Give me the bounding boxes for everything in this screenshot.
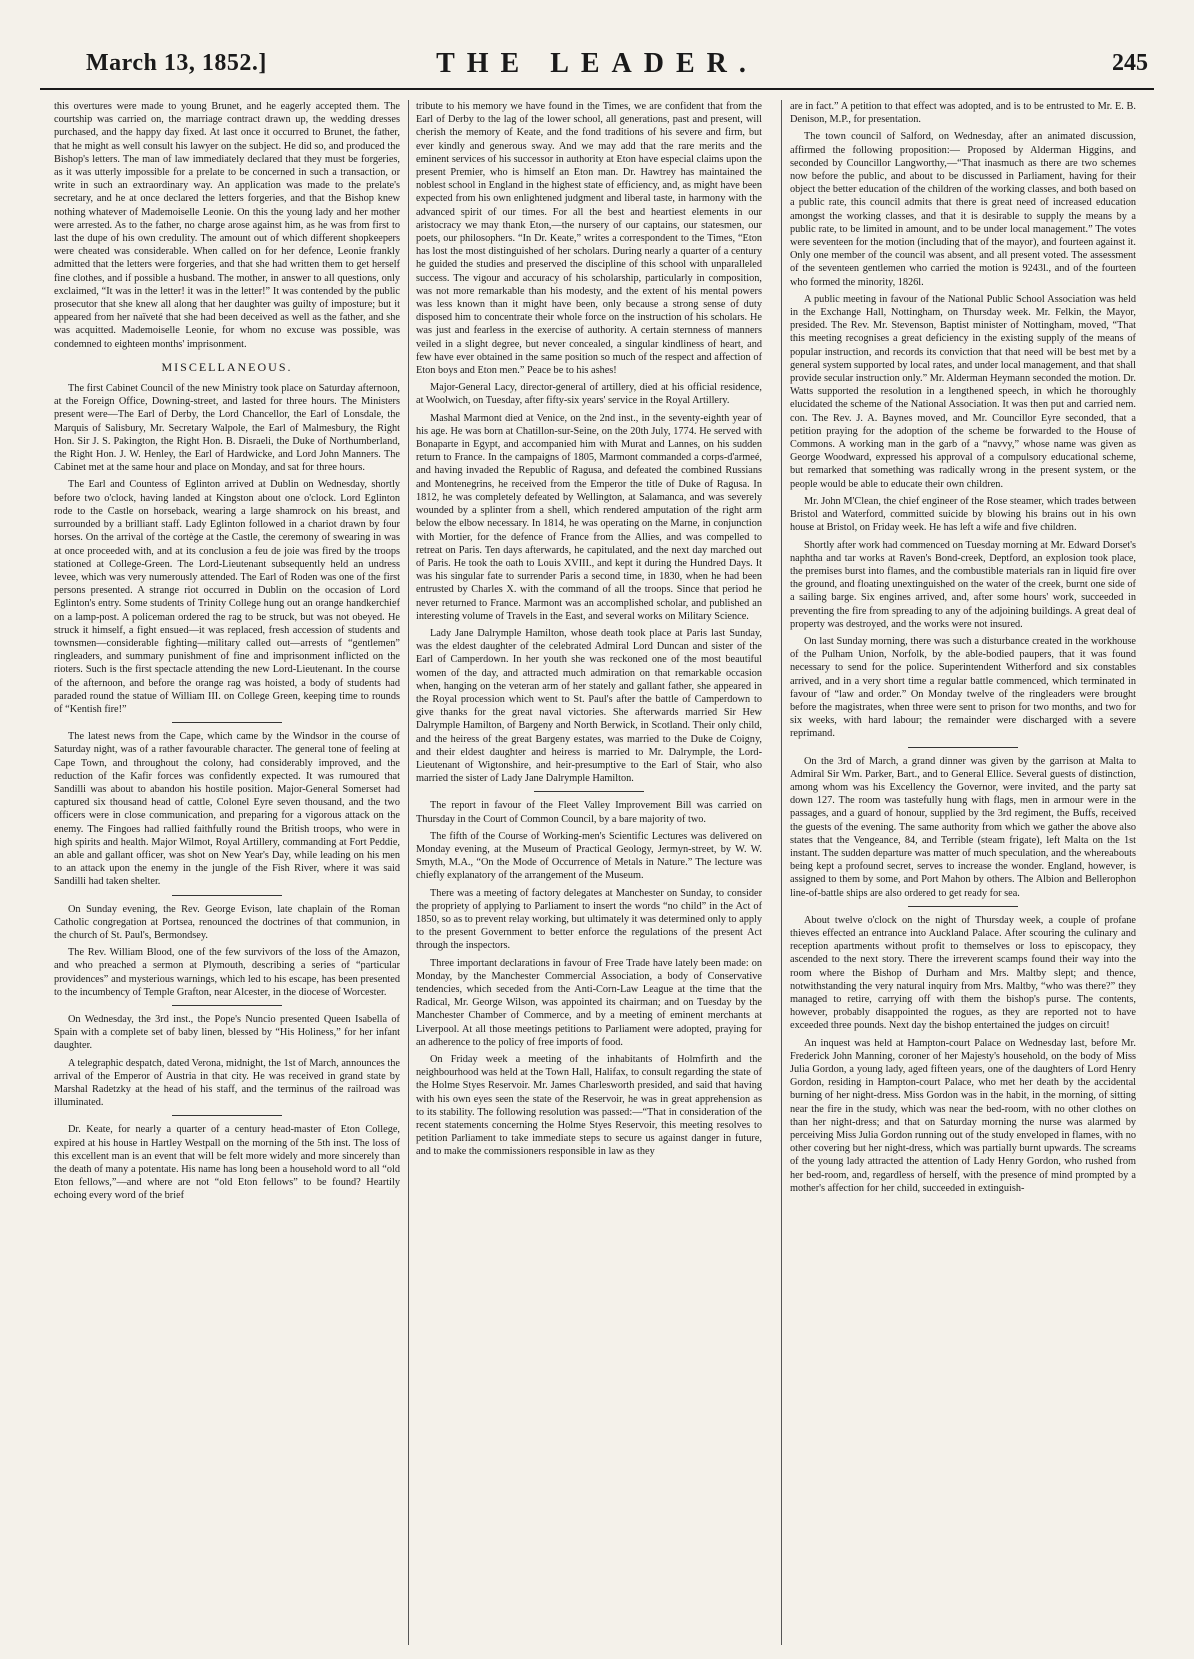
article-paragraph: On the 3rd of March, a grand dinner was given by the garrison at Malta to Admiral Sir Wm. Parker, Bart., and to General Ellice. Several guests of distinction, among whom was his Excellency the Governor, were invited, and the party sat down 127. The room was tastefully hung with flags, men in armour were in the passages, and a guard of honour, supplied by the 3rd regiment, the Buffs, received the guests of the evening. The same authority from which we gather the above also states that the Vengeance, 84, and Terrible (steam frigate), left Malta on the 1st instant. The sudden departure was matter of much speculation, and the whereabouts being kept a profound secret, serves to increase the wonder. England, however, is assigned to them by some, and Port Mahon by others. The Albion and Bellerophon line-of-battle ships are also ordered to get ready for sea. (790, 755, 1136, 899)
article-paragraph: There was a meeting of factory delegates at Manchester on Sunday, to consider the propriety of applying to Parliament to insert the words “no child” in the Act of 1850, so as to prevent relay working, but ultimately it was determined only to apply to the present Government to better enforce the regulations of the present Act through the inspectors. (416, 887, 762, 952)
article-paragraph: are in fact.” A petition to that effect was adopted, and is to be entrusted to Mr. E. B. Denison, M.P., for presentation. (790, 101, 1136, 126)
article-paragraph: The report in favour of the Fleet Valley Improvement Bill was carried on Thursday in the Court of Common Council, by a bare majority of two. (416, 800, 762, 825)
article-paragraph: A telegraphic despatch, dated Verona, midnight, the 1st of March, announces the arrival of the Emperor of Austria in that city. He was received in grand state by Marshal Radetzky at the head of his staff, and the terminus of the railroad was illuminated. (54, 1057, 400, 1109)
column-divider (781, 100, 782, 1645)
article-paragraph: On Sunday evening, the Rev. George Evison, late chaplain of the Roman Catholic congregation at Portsea, renounced the doctrines of that communion, in the church of St. Paul's, Bermondsey. (54, 903, 400, 941)
article-paragraph: Three important declarations in favour of Free Trade have lately been made: on Monday, by the Manchester Commercial Association, a body of Conservative tendencies, which seceded from the Anti-Corn-Law League at the time that the Radical, Mr. George Wilson, was appointed its chairman; and on Tuesday by the Manchester Chamber of Commerce, and by a meeting of eminent merchants at Liverpool. At all those meetings petitions to Parliament were adopted, praying for an adherence to the policy of free imports of food. (416, 957, 762, 1048)
article-paragraph: tribute to his memory we have found in the Times, we are confident that from the Earl of Derby to the lag of the lower school, all generations, past and present, will cherish the memory of Keate, and the fond traditions of his severe and firm, but ever kindly and generous sway. And we may add that the rare merits and the eminent services of his successor in authority at Eton have especial claims upon the present Premier, who is himself an Eton man. Dr. Hawtrey has maintained the noblest school in England in the highest state of efficiency, and, as might have been expected from his own enlightened judgment and liberal taste, in harmony with the advanced spirit of our times. For all the best and heartiest elements in our aristocracy we may thank Eton,—the nursery of our captains, our statesmen, our poets, our philosophers. “In Dr. Keate,” writes a correspondent to the Times, “Eton has lost the most distinguished of her scholars. During nearly a quarter of a century he guided the studies and preserved the discipline of this school with unparalleled success. The vigour and accuracy of his scholarship, particularly in composition, was not more remarkable than his modesty, and the extent of his mental powers was less known than it might have been, only because a strong sense of duty disposed him to concentrate their whole force on the instruction of his scholars. He was just and fearless in the exercise of authority. A certain sternness of manners veiled in a slight degree, but never concealed, a singular kindliness of heart, and few have ever obtained in the same position so much of the respect and affection of Eton boys and Eton men.” Peace be to his ashes! (416, 101, 762, 377)
article-paragraph: On last Sunday morning, there was such a disturbance created in the workhouse of the Pulham Union, Norfolk, by the able-bodied paupers, that it was found necessary to send for the police. Superintendent Witherford and six constables arrived, and in a very short time a regular battle commenced, which terminated in favour of “law and order.” On Monday twelve of the ringleaders were brought before the magistrates, when three were sent to prison for two months, and two for six weeks, with hard labour; the remainder were discharged with a severe reprimand. (790, 635, 1136, 740)
article-separator (172, 1005, 282, 1006)
article-paragraph: this overtures were made to young Brunet, and he eagerly accepted them. The courtship was carried on, the marriage contract drawn up, the wedding dresses purchased, and the happy day fixed. At last once it occurred to Brunet, the father, that he might as well consult his lawyer on the subject. He did so, and produced the Bishop's letters. The man of law immediately declared that they must be forgeries, as it was utterly impossible for a prelate to be concerned in such a transaction, or write in such an extraordinary way. An application was made to the prelate's secretary, and he at once declared the letters forgeries, and that the Bishop knew nothing whatever of Mademoiselle Leonie. On this the young lady and her mother were arrested. As to the father, no charge arose against him, as he was from first to last the dupe of his own credulity. The amount out of which different shopkeepers were cheated was considerable. When called on for her defence, Leonie frankly admitted that the letters were forgeries, and that she had written them to get herself fine clothes, and if possible a husband. The mother, in answer to all questions, only exclaimed, “It was in the letter! it was in the letter!” It was contended by the public prosecutor that she knew all along that her daughter was guilty of imposture; but it appeared from her naïveté that she had been deceived as well as the father, and she was acquitted. Mademoiselle Leonie, for whom no excuse was possible, was condemned to eighteen months' imprisonment. (54, 101, 400, 350)
article-paragraph: The town council of Salford, on Wednesday, after an animated discussion, affirmed the following proposition:— Proposed by Alderman Higgins, and seconded by Councillor Langworthy,—“That inasmuch as there are two schemes now before the public, and about to be discussed in Parliament, having for their object the better education of the children of the working classes, and both based on a public rate, this council admits that there is great need of increased education amongst the working classes, and that it is desirable to supply the means by a public rate, to be limited in amount, and to be under local management.” The votes were seventeen for the motion (including that of the mayor), and fourteen against it. Only one member of the council was absent, and all present voted. The assessment of the seventeen gentlemen who carried the motion is 9243l., and of the fourteen who formed the minority, 1826l. (790, 131, 1136, 288)
masthead (40, 44, 1154, 90)
article-paragraph: Mr. John M'Clean, the chief engineer of the Rose steamer, which trades between Bristol and Waterford, committed suicide by blowing his brains out in his own house at Bristol, on Friday week. He has left a wife and five children. (790, 495, 1136, 534)
article-paragraph: Dr. Keate, for nearly a quarter of a century head-master of Eton College, expired at his house in Hartley Westpall on the morning of the 5th inst. The loss of this excellent man is an event that will be felt more widely and more sincerely than the death of many a potentate. His name has long been a household word to all “old Eton fellows,”—and where are not “old Eton fellows” to be found? Heartily echoing every word of the brief (54, 1124, 400, 1202)
article-paragraph: The Rev. William Blood, one of the few survivors of the loss of the Amazon, and who preached a sermon at Plymouth, describing a series of “particular providences” and mysterious warnings, which led to his escape, has been presented to the incumbency of Temple Grafton, near Alcester, in the diocese of Worcester. (54, 947, 400, 998)
issue-date: March 13, 1852.] (86, 50, 267, 76)
column-3 (790, 100, 1136, 1645)
article-paragraph: A public meeting in favour of the National Public School Association was held in the Exchange Hall, Nottingham, on Thursday week. Mr. Felkin, the Mayor, presided. The Rev. Mr. Stevenson, Baptist minister of Nottingham, moved, “That this meeting recognises a great deficiency in the existing supply of the means of popular instruction, and records its conviction that that need will be best met by a general system supported by local rates, and under local management, and that shall provide secular instruction only.” Mr. Alderman Heymann seconded the motion. Dr. Watts supported the resolution in a lengthened speech, in which he thoroughly elucidated the scheme of the National Association. It was then put and carried nem. con. The Rev. J. A. Baynes moved, and Mr. Councillor Eyre seconded, that a petition praying for the adoption of the scheme be forwarded to the House of Commons. A working man in the garb of a “navvy,” whose name was given as George Woodward, expressed his approval of a compulsory educational scheme, but remarked that something was radically wrong in the present system, or the people would be able to educate their own children. (790, 293, 1136, 490)
article-paragraph: On Wednesday, the 3rd inst., the Pope's Nuncio presented Queen Isabella of Spain with a complete set of baby linen, blessed by “His Holiness,” for her infant daughter. (54, 1014, 400, 1052)
article-paragraph: Major-General Lacy, director-general of artillery, died at his official residence, at Woolwich, on Tuesday, after fifty-six years' service in the Royal Artillery. (416, 382, 762, 407)
article-separator (172, 895, 282, 896)
article-paragraph: Lady Jane Dalrymple Hamilton, whose death took place at Paris last Sunday, was the eldest daughter of the celebrated Admiral Lord Duncan and sister of the Earl of Camperdown. In her youth she was reckoned one of the most beautiful women of the day, and attracted much admiration on that remarkable occasion when, hanging on the veteran arm of her stately and gallant father, she appeared in the Royal procession which went to St. Paul's after the battle of Camperdown to give thanks for the great naval victories. She afterwards married Sir Hew Dalrymple Hamilton, of Bargeny and North Berwick, in Scotland. Their only child, and the heiress of the great Bargeny estates, was married to the Duke de Coigny, and their eldest daughter and heiress is married to Mr. Dalrymple, the Lord-Lieutenant of Wigtonshire, and heir-presumptive to the Earl of Stair, who also married the sister of Lady Jane Dalrymple Hamilton. (416, 627, 762, 785)
column-2 (416, 100, 762, 1645)
article-paragraph: An inquest was held at Hampton-court Palace on Wednesday last, before Mr. Frederick John Manning, coroner of her Majesty's household, on the body of Miss Julia Gordon, a young lady, aged fifteen years, one of the daughters of Lord Henry Gordon, residing in Hampton-court Palace, who met her death by the accidental burning of her night-dress. Miss Gordon was in the habit, in the morning, of sitting near the fire in the study, which was near the bed-room, with no other clothes on than her night-dress; and that on Saturday morning the nurse was alarmed by perceiving Miss Julia Gordon running out of the study enveloped in flames, with no other covering but her night-dress, which was partially burnt upwards. The screams of the young lady attracted the attention of Lady Henry Gordon, who rushed from her bed-room, and, regardless of herself, with the presence of mind prompted by a mother's affection for her child, succeeded in extinguish- (790, 1037, 1136, 1194)
article-separator (172, 722, 282, 723)
article-paragraph: The fifth of the Course of Working-men's Scientific Lectures was delivered on Monday evening, at the Museum of Practical Geology, Jermyn-street, by W. W. Smyth, M.A., “On the Mode of Occurrence of Metals in Nature.” The lecture was chiefly explanatory of the arrangement of the Museum. (416, 830, 762, 882)
article-paragraph: The latest news from the Cape, which came by the Windsor in the course of Saturday night, was of a rather favourable character. The general tone of feeling at Cape Town, and throughout the colony, had considerably improved, and the reduction of the Kafir forces was confidently expected. It was rumoured that Sandilli was about to abandon his hostile position. Major-General Somerset had captured six thousand head of cattle, Colonel Eyre seven thousand, and the two officers were in close communication, and preparing for a vigorous attack on the enemy. The Fingoes had rallied faithfully round the British troops, who were in high spirits and health. Major Wilmot, Royal Artillery, commanding at Fort Peddie, an able and gallant officer, was shot on New Year's Day, while leading on his men to an attack upon the enemy in the jungle of the Fish River, where it was said Sandilli had taken shelter. (54, 731, 400, 888)
article-paragraph: Mashal Marmont died at Venice, on the 2nd inst., in the seventy-eighth year of his age. He was born at Chatillon-sur-Seine, on the 20th July, 1774. He served with Bonaparte in Egypt, and accompanied him with Murat and Lannes, on his sudden return to France. In the campaigns of 1805, Marmont commanded a corps-d'armeé, and having invaded the Republic of Ragusa, and defeated the combined Russians and Montenegrins, he received from the Emperor the title of Duke of Ragusa. In 1812, he was completely defeated by Wellington, at Salamanca, and was severely wounded by a splinter from a shell, which rendered amputation of the right arm below the elbow necessary. In 1814, he was operating on the Marne, in conjunction with Mortier, for the defence of France from the Allies, and was compelled to retreat on Paris. Ten days afterwards, he capitulated, and the next day marched out of Paris. He took the oath to Louis XVIII., and kept it during the Hundred Days. It was his singular fate to surrender Paris a second time, in 1830, when he had been entrusted by Charles X. with the command of all the troops. Since that period he never returned to France. Marmont was an accomplished scholar, and published an interesting volume of Travels in the East, and several works on Military Science. (416, 412, 762, 622)
article-paragraph: On Friday week a meeting of the inhabitants of Holmfirth and the neighbourhood was held at the Town Hall, Halifax, to consult regarding the state of the Holme Styes Reservoir. Mr. James Charlesworth presided, and said that having with his own eyes seen the state of the Reservoir, he was in great apprehension as to its stability. The following resolution was passed:—“That in consideration of the recent statements concerning the Holme Styes Reservoir, this meeting resolves to petition Parliament to take immediate steps to secure us against danger in future, and to make the commissioners responsible in law as they (416, 1054, 762, 1158)
column-divider (408, 100, 409, 1645)
column-1 (54, 100, 400, 1645)
newspaper-title: THE LEADER. (436, 48, 758, 79)
article-separator (908, 906, 1018, 907)
article-paragraph: About twelve o'clock on the night of Thursday week, a couple of profane thieves effected an entrance into Auckland Palace. After scouring the culinary and reception apartments without profit to themselves or loss to episcopacy, they ascended to the next story. There the irreverent scamps found their way into the room where the Bishop of Durham and Mrs. Maltby slept; and thence, notwithstanding the very natural inquiry from Mrs. Maltby, “who was there?” they managed to retire, carrying off with them the bishop's purse. The contents, however, probably disappointed the rogues, as they are reported not to have exceeded three pounds. Next day the bishop entertained the judges on circuit! (790, 914, 1136, 1032)
article-paragraph: Shortly after work had commenced on Tuesday morning at Mr. Edward Dorset's naphtha and tar works at Raven's Bond-creek, Deptford, an explosion took place, the premises burst into flames, and the combustible materials ran in liquid fire over the ground, and floating unextinguished on the water of the creek, burnt one side of a sailing barge. Six engines arrived, and, after some hours' work, succeeded in preventing the fire from spreading to any of the adjoining buildings. A great deal of property was destroyed, and the works were not insured. (790, 539, 1136, 630)
article-separator (534, 791, 644, 792)
article-paragraph: The Earl and Countess of Eglinton arrived at Dublin on Wednesday, shortly before two o'clock, having landed at Kingston about one o'clock. Lord Eglinton rode to the Castle on horseback, wearing a large shamrock on his breast, and surrounded by a brilliant staff. Lady Eglinton followed in a chariot drawn by four horses. On the arrival of the cortège at the Castle, the ceremony of swearing in was at once proceeded with, and at its conclusion a feu de joie was fired by the troops stationed at College-Green. The Lord-Lieutenant subsequently held an undress levee, which was very numerously attended. The Earl of Roden was one of the first persons presented. A strange riot occurred in Dublin on the occasion of Lord Eglinton's entry. Some students of Trinity College hung out an orange handkerchief on a lamp-post. A policeman ordered the rag to be struck, but was not obeyed. He struck it himself, a fight ensued—it was replaced, fresh accession of students and townsmen—considerable fighting—military called out—arrests of “gentlemen” ringleaders, and summary punishment of fine and imprisonment inflicted on the rioters. Such is the first spectacle attending the new Lord-Lieutenant. In the course of the afternoon, and before the orange rag was hoisted, a body of students had paraded round the statue of William III. on College Green, keeping time to rounds of “Kentish fire!” (54, 479, 400, 715)
article-separator (172, 1115, 282, 1116)
section-heading: MISCELLANEOUS. (161, 359, 293, 374)
article-separator (908, 747, 1018, 748)
article-paragraph: The first Cabinet Council of the new Ministry took place on Saturday afternoon, at the Foreign Office, Downing-street, and lasted for three hours. The Ministers present were—The Earl of Derby, the Lord Chancellor, the Earl of Lonsdale, the Marquis of Salisbury, Mr. Secretary Walpole, the Earl of Malmesbury, the Right Hon. Sir J. S. Pakington, the Right Hon. B. Disraeli, the Duke of Northumberland, the Right Hon. J. W. Henley, the Earl of Hardwicke, and Lord John Manners. The Cabinet met at the same hour and place on Monday, and sat for three hours. (54, 383, 400, 474)
page-number: 245 (1112, 50, 1148, 76)
